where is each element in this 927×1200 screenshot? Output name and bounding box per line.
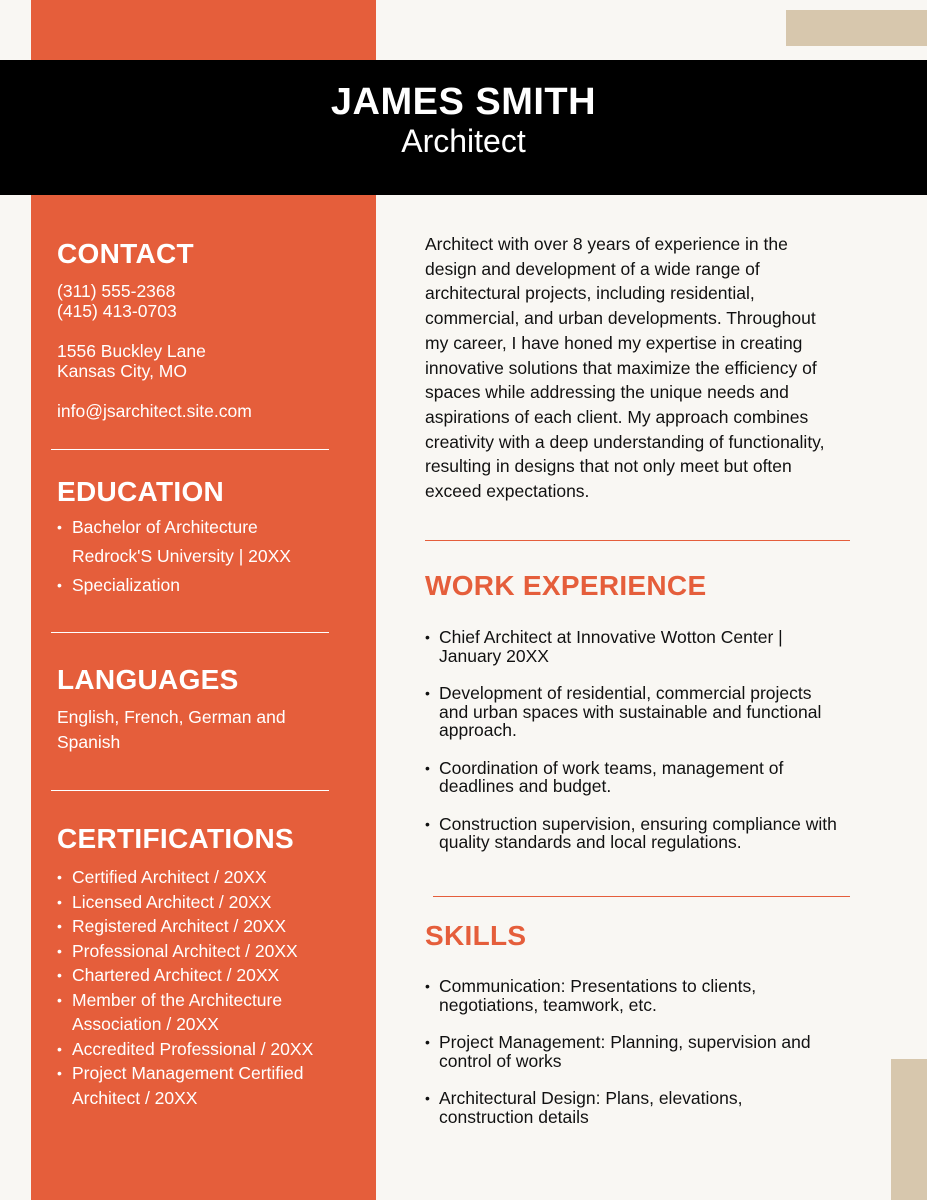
divider bbox=[51, 790, 329, 791]
work-item: • Construction supervision, ensuring compliance with quality standards and local regulations. bbox=[425, 815, 840, 852]
job-title: Architect bbox=[401, 123, 526, 159]
summary-text: Architect with over 8 years of experience in the design and development of a wide range of architectural projects, including residential, commercial, and urban developments. Throughout my career, I have honed my expertise in creating innovative solutions that maximize the efficiency of spaces while addressing the unique needs and aspirations of each client. My approach combines creativity with a deep understanding of functionality, resulting in designs that not only meet but often exceed expectations. bbox=[425, 234, 825, 502]
languages-heading: LANGUAGES bbox=[57, 664, 239, 695]
certifications-section bbox=[57, 823, 342, 1110]
education-list bbox=[57, 513, 342, 600]
work-experience-section bbox=[425, 628, 840, 871]
divider bbox=[51, 632, 329, 633]
header-banner bbox=[0, 60, 927, 195]
certifications-list bbox=[57, 865, 342, 1110]
address-line-1: 1556 Buckley Lane bbox=[57, 341, 206, 361]
decorative-block-bottom bbox=[891, 1059, 927, 1200]
certification-item: • Project Management Certified Architect / 20XX bbox=[57, 1061, 327, 1110]
skill-item: • Communication: Presentations to clients, negotiations, teamwork, etc. bbox=[425, 977, 799, 1014]
certification-item: • Chartered Architect / 20XX bbox=[57, 963, 342, 988]
decorative-block-top bbox=[786, 10, 927, 46]
profile-summary bbox=[425, 232, 843, 504]
education-item: • Bachelor of Architecture Redrock'S University | 20XX bbox=[57, 513, 312, 571]
person-name: JAMES SMITH bbox=[330, 81, 597, 123]
address-line-2: Kansas City, MO bbox=[57, 361, 187, 381]
phone-1: (311) 555-2368 bbox=[57, 281, 176, 301]
divider bbox=[433, 896, 850, 897]
skills-section bbox=[425, 977, 840, 1145]
contact-section bbox=[57, 238, 342, 421]
languages-section bbox=[57, 664, 342, 754]
certification-item: • Member of the Architecture Association / 20XX bbox=[57, 988, 312, 1037]
certification-item: • Licensed Architect / 20XX bbox=[57, 890, 342, 915]
skills-heading: SKILLS bbox=[425, 920, 527, 951]
divider bbox=[51, 449, 329, 450]
languages-text: English, French, German and Spanish bbox=[57, 707, 286, 752]
skill-item: • Project Management: Planning, supervision and control of works bbox=[425, 1033, 840, 1070]
divider bbox=[425, 540, 850, 541]
work-experience-list bbox=[425, 628, 840, 852]
phone-2: (415) 413-0703 bbox=[57, 301, 177, 321]
education-section bbox=[57, 476, 342, 600]
skill-item: • Architectural Design: Plans, elevations, construction details bbox=[425, 1089, 779, 1126]
work-item: • Chief Architect at Innovative Wotton Center | January 20XX bbox=[425, 628, 809, 665]
email: info@jsarchitect.site.com bbox=[57, 401, 252, 421]
work-item: • Development of residential, commercial projects and urban spaces with sustainable and functional approach. bbox=[425, 684, 840, 740]
certification-item: • Certified Architect / 20XX bbox=[57, 865, 342, 890]
work-item: • Coordination of work teams, management of deadlines and budget. bbox=[425, 759, 819, 796]
certification-item: • Registered Architect / 20XX bbox=[57, 914, 342, 939]
work-experience-heading: WORK EXPERIENCE bbox=[425, 570, 707, 601]
certification-item: • Accredited Professional / 20XX bbox=[57, 1037, 342, 1062]
contact-heading: CONTACT bbox=[57, 238, 194, 269]
certification-item: • Professional Architect / 20XX bbox=[57, 939, 342, 964]
skills-list bbox=[425, 977, 840, 1126]
education-heading: EDUCATION bbox=[57, 476, 225, 507]
education-item: • Specialization bbox=[57, 571, 342, 600]
certifications-heading: CERTIFICATIONS bbox=[57, 823, 295, 854]
